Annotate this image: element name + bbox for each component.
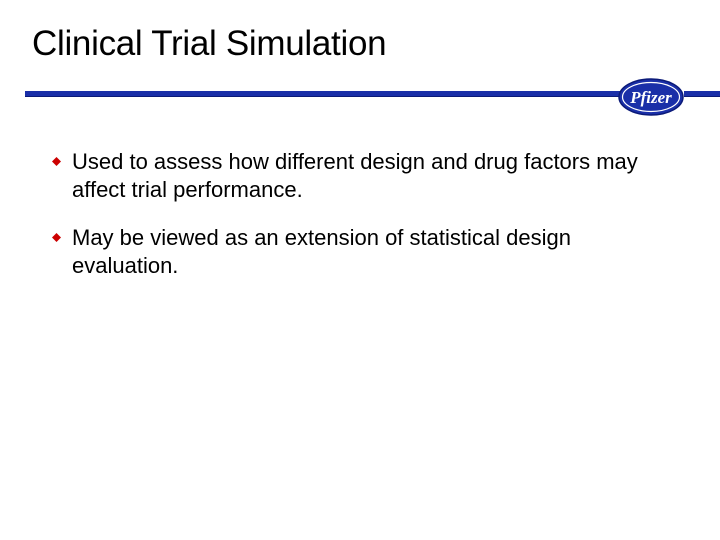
pfizer-logo-icon [617,76,685,118]
bullet-list [52,148,652,300]
bullet-text: May be viewed as an extension of statistical design evaluation. [72,225,571,278]
bullet-item [52,148,652,204]
red-diamond-bullet-icon [52,157,61,166]
title-divider-right [684,91,720,97]
bullet-text: Used to assess how different design and drug factors may affect trial performance. [72,149,638,202]
bullet-item [52,224,652,280]
red-diamond-bullet-icon [52,233,61,242]
title-divider [25,91,625,97]
slide-title: Clinical Trial Simulation [32,24,387,63]
logo-text: Pfizer [630,88,672,107]
